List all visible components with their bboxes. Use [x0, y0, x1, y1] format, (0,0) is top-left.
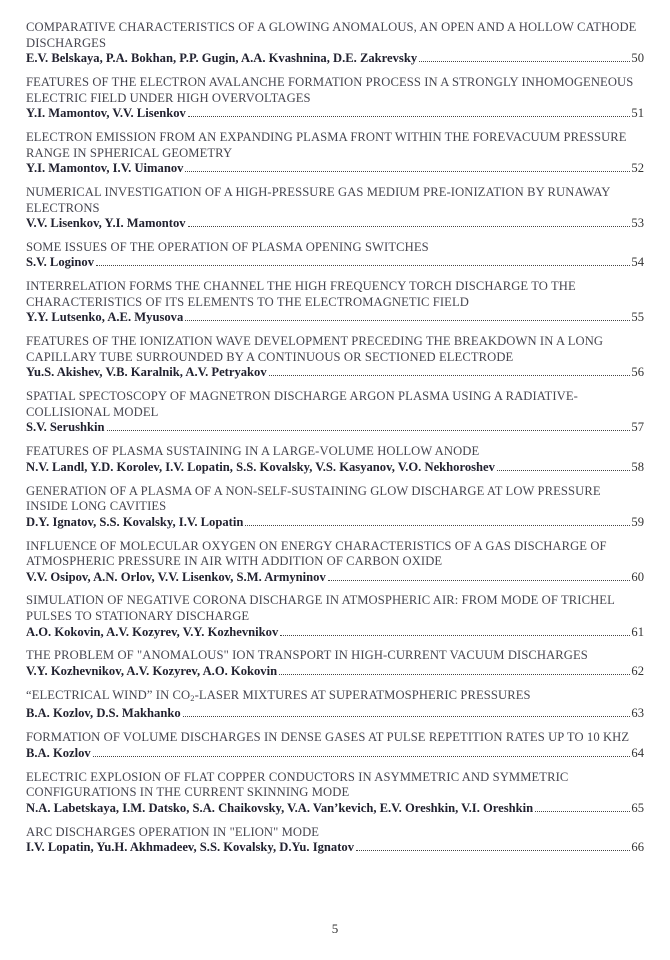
entry-author-line: [26, 216, 644, 232]
entry-author-line: [26, 460, 644, 476]
entry-author-line: [26, 161, 644, 177]
entry-page-number: 64: [631, 745, 644, 760]
dot-leader: [96, 265, 630, 266]
entry-page-number: 63: [631, 706, 644, 721]
entry-author-line: [26, 106, 644, 122]
entry-title: ELECTRON EMISSION FROM AN EXPANDING PLASMA FRONT WITHIN THE FOREVACUUM PRESSURE RANGE IN SPHERICAL GEOMETRY: [26, 129, 627, 160]
dot-leader: [497, 470, 630, 471]
entry-author-line: [26, 664, 644, 680]
entry-authors: V.V. Osipov, A.N. Orlov, V.V. Lisenkov, S.M. Armyninov: [26, 569, 326, 584]
toc-entry: [26, 484, 644, 531]
page-number: 5: [331, 921, 339, 936]
toc-entry: [26, 389, 644, 436]
entry-page-number: 65: [631, 800, 644, 815]
entry-authors: D.Y. Ignatov, S.S. Kovalsky, I.V. Lopatin: [26, 514, 244, 529]
toc-entry: [26, 730, 644, 761]
entry-title: SPATIAL SPECTOSCOPY OF MAGNETRON DISCHARGE ARGON PLASMA USING A RADIATIVE-COLLISIONAL MODEL: [26, 389, 578, 419]
dot-leader: [185, 171, 630, 172]
entry-title: THE PROBLEM OF "ANOMALOUS" ION TRANSPORT IN HIGH-CURRENT VACUUM DISCHARGES: [26, 648, 588, 663]
toc-entry: [26, 688, 644, 722]
dot-leader: [188, 116, 631, 117]
entry-author-line: [26, 801, 644, 817]
entry-authors: N.V. Landl, Y.D. Korolev, I.V. Lopatin, S.S. Kovalsky, V.S. Kasyanov, V.O. Nekhoroshev: [26, 459, 495, 474]
toc-entry: [26, 240, 644, 271]
entry-title: COMPARATIVE CHARACTERISTICS OF A GLOWING ANOMALOUS, AN OPEN AND A HOLLOW CATHODE DISCHARGES: [26, 20, 637, 50]
dot-leader: [356, 850, 630, 851]
entry-author-line: [26, 625, 644, 641]
entry-authors: B.A. Kozlov: [26, 745, 91, 760]
entry-title: FEATURES OF PLASMA SUSTAINING IN A LARGE-VOLUME HOLLOW ANODE: [26, 444, 480, 459]
entry-author-line: [26, 515, 644, 531]
entry-author-line: [26, 365, 644, 381]
entry-page-number: 50: [631, 51, 644, 66]
entry-title: SOME ISSUES OF THE OPERATION OF PLASMA OPENING SWITCHES: [26, 239, 429, 254]
entry-page-number: 59: [631, 514, 644, 529]
entry-page-number: 56: [631, 365, 644, 380]
toc-entry: [26, 825, 644, 856]
toc-entry: [26, 20, 644, 67]
dot-leader: [185, 320, 630, 321]
entry-author-line: [26, 310, 644, 326]
entry-page-number: 53: [631, 216, 644, 231]
entry-authors: S.V. Loginov: [26, 255, 95, 270]
toc-entry: [26, 185, 644, 232]
entry-author-line: [26, 255, 644, 271]
entry-page-number: 62: [631, 664, 644, 679]
dot-leader: [183, 716, 631, 717]
entry-authors: V.Y. Kozhevnikov, A.V. Kozyrev, A.O. Kokovin: [26, 664, 278, 679]
toc-entry: [26, 648, 644, 679]
entry-page-number: 66: [631, 840, 644, 855]
entry-page-number: 58: [631, 459, 644, 474]
entry-author-line: [26, 51, 644, 67]
entry-title: SIMULATION OF NEGATIVE CORONA DISCHARGE IN ATMOSPHERIC AIR: FROM MODE OF TRICHEL PULSES TO STATIONARY DISCHARGE: [26, 593, 615, 624]
dot-leader: [280, 635, 630, 636]
entry-page-number: 60: [631, 569, 644, 584]
dot-leader: [93, 756, 631, 757]
toc-entry: [26, 130, 644, 177]
dot-leader: [269, 375, 631, 376]
entry-author-line: [26, 840, 644, 856]
entry-authors: B.A. Kozlov, D.S. Makhanko: [26, 706, 181, 721]
dot-leader: [245, 525, 630, 526]
entry-authors: V.V. Lisenkov, Y.I. Mamontov: [26, 216, 186, 231]
dot-leader: [188, 226, 631, 227]
dot-leader: [419, 61, 630, 62]
toc-entry: [26, 75, 644, 122]
entry-authors: Y.I. Mamontov, I.V. Uimanov: [26, 161, 184, 176]
entry-title: FORMATION OF VOLUME DISCHARGES IN DENSE GASES AT PULSE REPETITION RATES UP TO 10 KHZ: [26, 730, 630, 745]
entry-title: ELECTRIC EXPLOSION OF FLAT COPPER CONDUCTORS IN ASYMMETRIC AND SYMMETRIC CONFIGURATIONS IN THE CURRENT SKINNING MODE: [26, 769, 569, 800]
entry-authors: A.O. Kokovin, A.V. Kozyrev, V.Y. Kozhevnikov: [26, 624, 279, 639]
entry-title: FEATURES OF THE ELECTRON AVALANCHE FORMATION PROCESS IN A STRONGLY INHOMOGENEOUS ELECTRIC FIELD UNDER HIGH OVERVOLTAGES: [26, 74, 634, 105]
table-of-contents: [26, 20, 644, 864]
entry-authors: S.V. Serushkin: [26, 420, 105, 435]
entry-author-line: [26, 420, 644, 436]
entry-title: “ELECTRICAL WIND” IN $CO_2$-LASER MIXTURES AT SUPERATMOSPHERIC PRESSURES: [26, 687, 531, 703]
entry-page-number: 54: [631, 255, 644, 270]
entry-title: NUMERICAL INVESTIGATION OF A HIGH-PRESSURE GAS MEDIUM PRE-IONIZATION BY RUNAWAY ELECTRONS: [26, 184, 610, 215]
entry-title: FEATURES OF THE IONIZATION WAVE DEVELOPMENT PRECEDING THE BREAKDOWN IN A LONG CAPILLARY TUBE SURROUNDED BY A CONTINUOUS OR SECTIONED ELECTRODE: [26, 334, 604, 364]
entry-authors: Yu.S. Akishev, V.B. Karalnik, A.V. Petryakov: [26, 365, 267, 380]
entry-author-line: [26, 706, 644, 722]
toc-entry: [26, 444, 644, 475]
toc-entry: [26, 334, 644, 381]
toc-entry: [26, 539, 644, 586]
entry-page-number: 52: [631, 161, 644, 176]
entry-authors: I.V. Lopatin, Yu.H. Akhmadeev, S.S. Kovalsky, D.Yu. Ignatov: [26, 840, 355, 855]
dot-leader: [107, 430, 631, 431]
entry-title: INTERRELATION FORMS THE CHANNEL THE HIGH FREQUENCY TORCH DISCHARGE TO THE CHARACTERISTICS OF ITS ELEMENTS TO THE ELECTROMAGNETIC FIELD: [26, 279, 576, 309]
entry-page-number: 55: [631, 310, 644, 325]
entry-title: INFLUENCE OF MOLECULAR OXYGEN ON ENERGY CHARACTERISTICS OF A GAS DISCHARGE OF ATMOSPHERIC PRESSURE IN AIR WITH ADDITION OF CARBON OXIDE: [26, 538, 607, 569]
entry-authors: Y.I. Mamontov, V.V. Lisenkov: [26, 106, 186, 121]
entry-authors: Y.Y. Lutsenko, A.E. Myusova: [26, 310, 184, 325]
dot-leader: [328, 580, 631, 581]
entry-author-line: [26, 570, 644, 586]
entry-authors: N.A. Labetskaya, I.M. Datsko, S.A. Chaikovsky, V.A. Van’kevich, E.V. Oreshkin, V.I. Oreshkin: [26, 800, 534, 815]
entry-page-number: 51: [631, 106, 644, 121]
dot-leader: [279, 674, 630, 675]
entry-title: ARC DISCHARGES OPERATION IN "ELION" MODE: [26, 824, 320, 839]
toc-entry: [26, 770, 644, 817]
toc-entry: [26, 593, 644, 640]
dot-leader: [535, 811, 630, 812]
entry-title: GENERATION OF A PLASMA OF A NON-SELF-SUSTAINING GLOW DISCHARGE AT LOW PRESSURE INSIDE LONG CAVITIES: [26, 483, 601, 514]
entry-page-number: 57: [631, 420, 644, 435]
entry-authors: E.V. Belskaya, P.A. Bokhan, P.P. Gugin, A.A. Kvashnina, D.E. Zakrevsky: [26, 51, 418, 66]
entry-page-number: 61: [631, 624, 644, 639]
entry-author-line: [26, 746, 644, 762]
toc-entry: [26, 279, 644, 326]
